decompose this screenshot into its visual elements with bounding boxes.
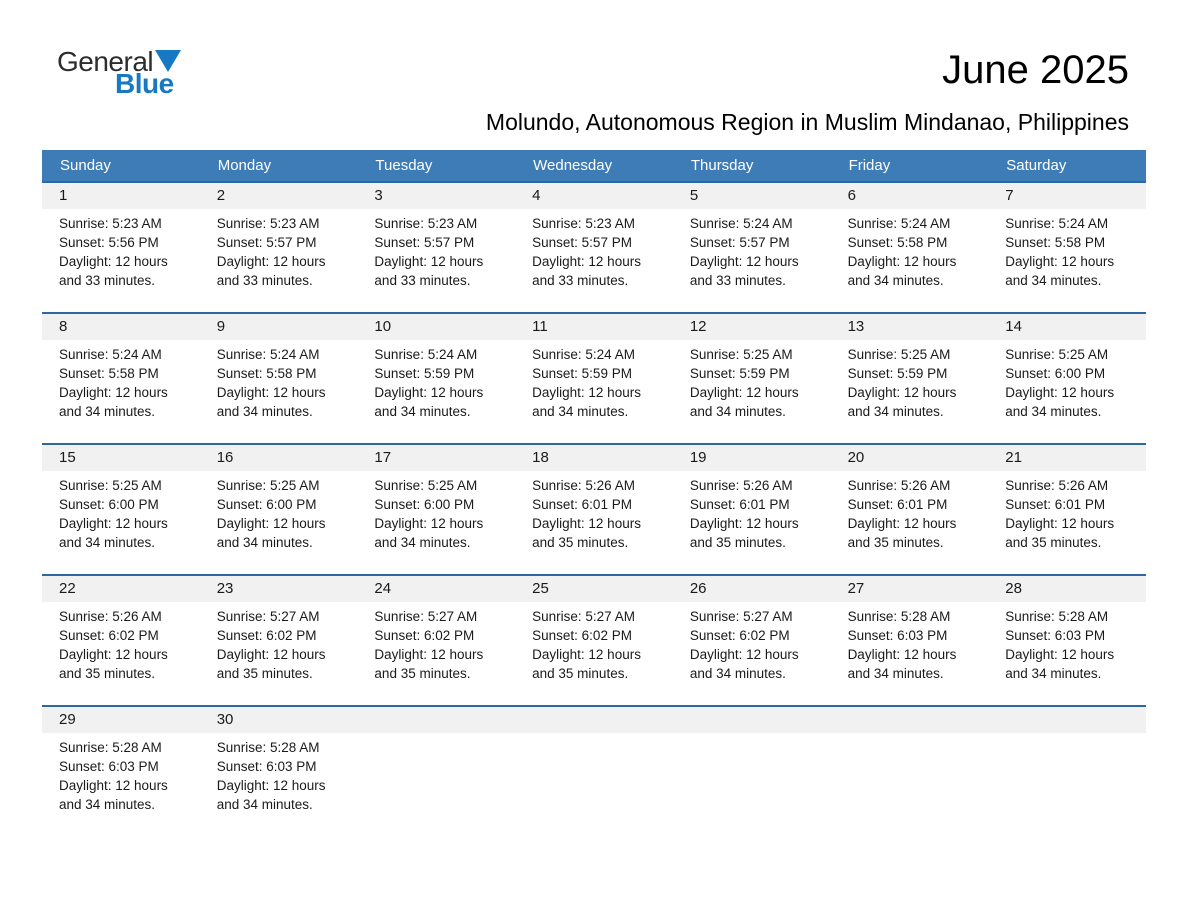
sunset-text: Sunset: 6:01 PM [689, 497, 790, 512]
daylight-text: and 35 minutes. [532, 535, 629, 550]
sunset-text: Sunset: 6:03 PM [847, 628, 948, 643]
sunrise-text: Sunrise: 5:23 AM [59, 216, 162, 231]
day-number: 8 [42, 314, 200, 340]
sunset-text: Sunset: 5:56 PM [59, 235, 159, 250]
day-cell-empty [357, 707, 515, 836]
daylight-text: and 33 minutes. [689, 273, 786, 288]
sunset-text: Sunset: 6:03 PM [59, 759, 159, 774]
daylight-text: Daylight: 12 hours [689, 254, 799, 269]
weekday-tuesday: Tuesday [375, 157, 433, 174]
day-number: 10 [357, 314, 515, 340]
day-details [357, 602, 515, 683]
day-details [988, 602, 1146, 683]
day-cell-26 [673, 576, 831, 705]
day-details [42, 209, 200, 290]
sunset-text: Sunset: 6:01 PM [1005, 497, 1106, 512]
day-cell-11 [515, 314, 673, 443]
day-details [515, 471, 673, 552]
day-details [673, 471, 831, 552]
day-number: 23 [200, 576, 358, 602]
daylight-text: Daylight: 12 hours [59, 516, 168, 531]
sunrise-text: Sunrise: 5:27 AM [374, 609, 478, 624]
general-blue-logo [57, 48, 181, 98]
day-number: 2 [200, 183, 358, 209]
weekday-friday: Friday [848, 157, 891, 174]
sunrise-text: Sunrise: 5:24 AM [689, 216, 793, 231]
daylight-text: and 34 minutes. [1005, 666, 1102, 681]
day-details [515, 209, 673, 290]
day-cell-16 [200, 445, 358, 574]
day-cell-24 [357, 576, 515, 705]
daylight-text: Daylight: 12 hours [847, 516, 957, 531]
day-details [200, 340, 358, 421]
month-title: June 2025 [942, 48, 1129, 92]
day-cell-empty [988, 707, 1146, 836]
sunset-text: Sunset: 5:57 PM [532, 235, 632, 250]
day-number: 29 [42, 707, 200, 733]
day-band-empty [988, 707, 1146, 733]
daylight-text: and 33 minutes. [59, 273, 156, 288]
weekday-thursday: Thursday [690, 157, 754, 174]
weekday-monday: Monday [217, 157, 272, 174]
day-details [357, 209, 515, 290]
sunset-text: Sunset: 6:01 PM [847, 497, 948, 512]
day-number: 11 [515, 314, 673, 340]
sunrise-text: Sunrise: 5:27 AM [689, 609, 793, 624]
sunrise-text: Sunrise: 5:24 AM [216, 347, 320, 362]
day-cell-28 [988, 576, 1146, 705]
sunset-text: Sunset: 6:01 PM [532, 497, 632, 512]
day-details [831, 209, 989, 290]
day-number: 9 [200, 314, 358, 340]
day-cell-6 [831, 183, 989, 312]
logo-text-general: General [57, 46, 154, 77]
sunset-text: Sunset: 6:02 PM [216, 628, 317, 643]
day-band-empty [357, 707, 515, 733]
day-details [357, 471, 515, 552]
sunset-text: Sunset: 5:59 PM [689, 366, 790, 381]
sunrise-text: Sunrise: 5:23 AM [532, 216, 635, 231]
day-cell-14 [988, 314, 1146, 443]
daylight-text: Daylight: 12 hours [216, 778, 326, 793]
daylight-text: and 35 minutes. [847, 535, 944, 550]
sunrise-text: Sunrise: 5:28 AM [1005, 609, 1109, 624]
sunrise-text: Sunrise: 5:24 AM [374, 347, 478, 362]
sunrise-text: Sunrise: 5:28 AM [59, 740, 162, 755]
daylight-text: and 34 minutes. [1005, 273, 1102, 288]
title-block [486, 48, 1129, 136]
daylight-text: Daylight: 12 hours [532, 516, 641, 531]
daylight-text: Daylight: 12 hours [216, 647, 326, 662]
week-row-1 [42, 181, 1146, 312]
day-cell-5 [673, 183, 831, 312]
sunset-text: Sunset: 6:00 PM [216, 497, 317, 512]
day-number: 22 [42, 576, 200, 602]
daylight-text: Daylight: 12 hours [689, 516, 799, 531]
sunset-text: Sunset: 5:58 PM [59, 366, 159, 381]
sunrise-text: Sunrise: 5:28 AM [847, 609, 951, 624]
daylight-text: and 34 minutes. [216, 535, 313, 550]
daylight-text: Daylight: 12 hours [59, 647, 168, 662]
location-subtitle: Molundo, Autonomous Region in Muslim Mindanao, Philippines [485, 109, 1129, 135]
calendar [42, 150, 1146, 836]
day-details [200, 733, 358, 814]
calendar-body [42, 181, 1146, 836]
daylight-text: Daylight: 12 hours [374, 254, 484, 269]
day-number: 6 [831, 183, 989, 209]
sunset-text: Sunset: 5:59 PM [532, 366, 632, 381]
daylight-text: and 35 minutes. [374, 666, 471, 681]
sunrise-text: Sunrise: 5:25 AM [1005, 347, 1109, 362]
day-details [42, 602, 200, 683]
sunrise-text: Sunrise: 5:25 AM [216, 478, 320, 493]
day-details [515, 340, 673, 421]
sunset-text: Sunset: 5:58 PM [847, 235, 948, 250]
daylight-text: and 34 minutes. [1005, 404, 1102, 419]
daylight-text: and 34 minutes. [689, 404, 786, 419]
page-header [0, 0, 1188, 150]
daylight-text: Daylight: 12 hours [689, 647, 799, 662]
sunrise-text: Sunrise: 5:25 AM [847, 347, 951, 362]
day-number: 4 [515, 183, 673, 209]
sunset-text: Sunset: 6:03 PM [1005, 628, 1106, 643]
daylight-text: Daylight: 12 hours [374, 647, 484, 662]
day-number: 19 [673, 445, 831, 471]
day-number: 5 [673, 183, 831, 209]
daylight-text: and 35 minutes. [532, 666, 629, 681]
day-cell-2 [200, 183, 358, 312]
day-details [831, 471, 989, 552]
sunset-text: Sunset: 6:02 PM [532, 628, 632, 643]
day-cell-22 [42, 576, 200, 705]
day-details [988, 471, 1146, 552]
daylight-text: and 34 minutes. [689, 666, 786, 681]
daylight-text: and 35 minutes. [59, 666, 156, 681]
day-details [357, 340, 515, 421]
day-cell-empty [515, 707, 673, 836]
daylight-text: and 34 minutes. [59, 797, 156, 812]
daylight-text: and 34 minutes. [216, 404, 313, 419]
weekday-sunday: Sunday [60, 157, 111, 174]
daylight-text: and 34 minutes. [532, 404, 629, 419]
sunrise-text: Sunrise: 5:26 AM [689, 478, 793, 493]
day-cell-25 [515, 576, 673, 705]
day-cell-30 [200, 707, 358, 836]
sunrise-text: Sunrise: 5:25 AM [59, 478, 162, 493]
daylight-text: Daylight: 12 hours [1005, 254, 1115, 269]
sunset-text: Sunset: 6:02 PM [689, 628, 790, 643]
day-number: 15 [42, 445, 200, 471]
sunset-text: Sunset: 5:59 PM [847, 366, 948, 381]
day-band-empty [515, 707, 673, 733]
sunrise-text: Sunrise: 5:26 AM [847, 478, 951, 493]
day-cell-12 [673, 314, 831, 443]
day-cell-8 [42, 314, 200, 443]
sunset-text: Sunset: 6:00 PM [374, 497, 475, 512]
day-cell-23 [200, 576, 358, 705]
sunrise-text: Sunrise: 5:24 AM [847, 216, 951, 231]
daylight-text: Daylight: 12 hours [59, 385, 168, 400]
day-number: 12 [673, 314, 831, 340]
sunset-text: Sunset: 6:02 PM [59, 628, 159, 643]
daylight-text: and 34 minutes. [847, 404, 944, 419]
day-number: 30 [200, 707, 358, 733]
daylight-text: and 34 minutes. [847, 273, 944, 288]
sunset-text: Sunset: 6:02 PM [374, 628, 475, 643]
day-number: 26 [673, 576, 831, 602]
logo-text-blue: Blue [115, 68, 174, 99]
day-details [200, 602, 358, 683]
daylight-text: Daylight: 12 hours [847, 647, 957, 662]
sunrise-text: Sunrise: 5:25 AM [374, 478, 478, 493]
day-cell-18 [515, 445, 673, 574]
daylight-text: Daylight: 12 hours [847, 385, 957, 400]
sunset-text: Sunset: 5:59 PM [374, 366, 475, 381]
day-number: 3 [357, 183, 515, 209]
day-details [831, 602, 989, 683]
daylight-text: Daylight: 12 hours [216, 385, 326, 400]
day-details [988, 209, 1146, 290]
daylight-text: Daylight: 12 hours [374, 516, 484, 531]
day-number: 17 [357, 445, 515, 471]
day-cell-empty [831, 707, 989, 836]
sunset-text: Sunset: 6:00 PM [59, 497, 159, 512]
weekday-saturday: Saturday [1006, 157, 1067, 174]
sunrise-text: Sunrise: 5:27 AM [532, 609, 635, 624]
daylight-text: and 34 minutes. [59, 535, 156, 550]
day-number: 13 [831, 314, 989, 340]
day-number: 14 [988, 314, 1146, 340]
daylight-text: and 34 minutes. [216, 797, 313, 812]
sunset-text: Sunset: 5:57 PM [216, 235, 317, 250]
day-cell-15 [42, 445, 200, 574]
day-number: 18 [515, 445, 673, 471]
day-cell-17 [357, 445, 515, 574]
daylight-text: Daylight: 12 hours [689, 385, 799, 400]
daylight-text: Daylight: 12 hours [59, 254, 168, 269]
sunrise-text: Sunrise: 5:24 AM [1005, 216, 1109, 231]
sunset-text: Sunset: 5:57 PM [374, 235, 475, 250]
week-row-5 [42, 705, 1146, 836]
day-number: 7 [988, 183, 1146, 209]
day-number: 20 [831, 445, 989, 471]
day-cell-empty [673, 707, 831, 836]
daylight-text: Daylight: 12 hours [1005, 647, 1115, 662]
sunrise-text: Sunrise: 5:24 AM [532, 347, 635, 362]
day-cell-27 [831, 576, 989, 705]
day-details [515, 602, 673, 683]
daylight-text: and 35 minutes. [689, 535, 786, 550]
daylight-text: Daylight: 12 hours [59, 778, 168, 793]
day-cell-21 [988, 445, 1146, 574]
weekday-wednesday: Wednesday [533, 157, 613, 174]
day-number: 27 [831, 576, 989, 602]
sunrise-text: Sunrise: 5:27 AM [216, 609, 320, 624]
week-row-4 [42, 574, 1146, 705]
daylight-text: and 33 minutes. [374, 273, 471, 288]
daylight-text: and 34 minutes. [374, 535, 471, 550]
day-details [200, 209, 358, 290]
daylight-text: and 35 minutes. [216, 666, 313, 681]
day-cell-10 [357, 314, 515, 443]
day-number: 28 [988, 576, 1146, 602]
daylight-text: Daylight: 12 hours [532, 385, 641, 400]
sunrise-text: Sunrise: 5:28 AM [216, 740, 320, 755]
day-band-empty [831, 707, 989, 733]
day-details [42, 340, 200, 421]
sunrise-text: Sunrise: 5:26 AM [59, 609, 162, 624]
day-cell-4 [515, 183, 673, 312]
day-details [988, 340, 1146, 421]
sunrise-text: Sunrise: 5:26 AM [532, 478, 635, 493]
day-details [42, 471, 200, 552]
day-cell-3 [357, 183, 515, 312]
daylight-text: Daylight: 12 hours [216, 516, 326, 531]
sunset-text: Sunset: 5:58 PM [1005, 235, 1106, 250]
day-cell-9 [200, 314, 358, 443]
sunset-text: Sunset: 5:57 PM [689, 235, 790, 250]
daylight-text: and 34 minutes. [59, 404, 156, 419]
day-number: 1 [42, 183, 200, 209]
day-cell-20 [831, 445, 989, 574]
day-cell-1 [42, 183, 200, 312]
daylight-text: Daylight: 12 hours [847, 254, 957, 269]
daylight-text: and 35 minutes. [1005, 535, 1102, 550]
sunrise-text: Sunrise: 5:23 AM [374, 216, 478, 231]
daylight-text: and 34 minutes. [847, 666, 944, 681]
day-details [42, 733, 200, 814]
sunset-text: Sunset: 5:58 PM [216, 366, 317, 381]
day-cell-7 [988, 183, 1146, 312]
day-details [673, 602, 831, 683]
day-number: 16 [200, 445, 358, 471]
weekday-header [42, 150, 1146, 181]
sunrise-text: Sunrise: 5:25 AM [689, 347, 793, 362]
daylight-text: Daylight: 12 hours [1005, 516, 1115, 531]
day-details [673, 340, 831, 421]
daylight-text: and 33 minutes. [532, 273, 629, 288]
daylight-text: and 34 minutes. [374, 404, 471, 419]
day-band-empty [673, 707, 831, 733]
sunrise-text: Sunrise: 5:24 AM [59, 347, 162, 362]
day-cell-13 [831, 314, 989, 443]
day-number: 21 [988, 445, 1146, 471]
sunset-text: Sunset: 6:03 PM [216, 759, 317, 774]
sunrise-text: Sunrise: 5:23 AM [216, 216, 320, 231]
daylight-text: Daylight: 12 hours [532, 647, 641, 662]
day-details [673, 209, 831, 290]
day-cell-19 [673, 445, 831, 574]
week-row-2 [42, 312, 1146, 443]
daylight-text: Daylight: 12 hours [1005, 385, 1115, 400]
day-number: 25 [515, 576, 673, 602]
day-details [200, 471, 358, 552]
daylight-text: Daylight: 12 hours [216, 254, 326, 269]
daylight-text: and 33 minutes. [216, 273, 313, 288]
day-number: 24 [357, 576, 515, 602]
week-row-3 [42, 443, 1146, 574]
daylight-text: Daylight: 12 hours [532, 254, 641, 269]
day-details [831, 340, 989, 421]
sunrise-text: Sunrise: 5:26 AM [1005, 478, 1109, 493]
sunset-text: Sunset: 6:00 PM [1005, 366, 1106, 381]
daylight-text: Daylight: 12 hours [374, 385, 484, 400]
day-cell-29 [42, 707, 200, 836]
